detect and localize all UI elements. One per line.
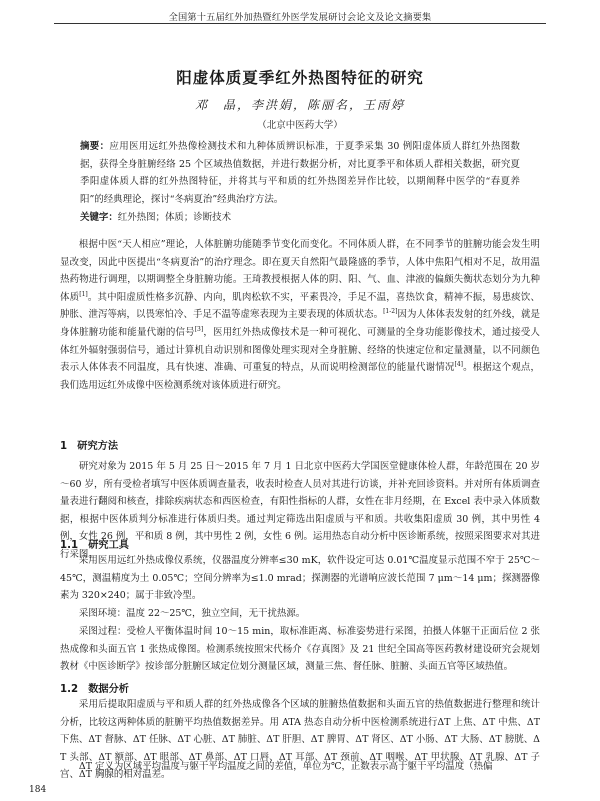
running-header: 全国第十五届红外加热暨红外医学发展研讨会论文及论文摘要集 (168, 12, 432, 23)
citation-ref: [3] (194, 325, 204, 333)
keywords-label: 关键字： (80, 212, 118, 223)
section-heading: 1 研究方法 (60, 441, 119, 452)
introduction-paragraph (60, 236, 540, 394)
intro-text: 。根据这个观点，我们选用远红外成像中医检测系统对该体质进行研究。 (60, 362, 540, 391)
intro-text: 。其中阳虚质性格多沉静、内向，肌肉松软不实，平素畏冷，手足不温，喜热饮食，精神不振，易患痰饮、肿胀、泄泻等病，以畏寒怕冷、手足不温等虚寒表现为主要表现的体质状态。 (60, 291, 540, 321)
citation-ref: [1-2] (383, 308, 398, 316)
body-paragraph: 采图过程：受检人平衡体温时间 10～15 min，取标准距离、标准姿势进行采图，拍摄人体躯干正面后位 2 张热成像和头面五官 1 张热成像图。检测系统按照宋代杨介《存真图》及 21 世纪全国高等医药教材建设研究会规划教材《中医诊断学》按诊部分脏腑区域定位划分测量区域，测量三焦、督任脉、脏腑、头面五官等区域热值。 (60, 626, 540, 673)
intro-text: ，医用红外热成像技术是一种可视化、可测量的全身功能影像技术，通过接受人体红外辐射强弱信号，通过计算机自动识别和图像处理实现对全身脏腑、经络的快速定位和定量测量，以不同颜色表示人体体表不同温度，具有快速、准确、可重复的特点，从而说明检测部位的能量代谢情况 (60, 326, 540, 374)
body-paragraph: ΔT 定义为区域平均温度与躯干平均温度之间的差值，单位为℃，正数表示高于躯干平均温度（热偏 (78, 761, 493, 772)
subsection-heading: 1.2 数据分析 (60, 684, 129, 695)
paper-title: 阳虚体质夏季红外热图特征的研究 (176, 69, 424, 87)
keywords (80, 209, 520, 227)
abstract-text: 应用医用远红外热像检测技术和九种体质辨识标准，于夏季采集 30 例阳虚体质人群红外热图数据，获得全身脏腑经络 25 个区域热值数据，并进行数据分析，对比夏季平和体质人群相关数据，研究夏季阳虚体质人群的红外热图特征，并将其与平和质的红外热图差异作比较，以期阐释中医学的“春夏养阳”的经典理论，探讨“冬病夏治”经典治疗方法。 (80, 141, 520, 205)
intro-text: 因为人体体表发射的红外线，就是身体脏腑功能和能量代谢的信号 (60, 309, 540, 338)
citation-ref: [1] (79, 290, 88, 298)
body-paragraph: 采图环境：温度 22～25℃，独立空间，无干扰热源。 (78, 608, 306, 619)
author-list: 邓 晶，李洪娟，陈丽名，王雨婷 (194, 98, 405, 112)
subsection-heading: 1.1 研究工具 (60, 540, 129, 551)
keywords-text: 红外热图；体质；诊断技术 (117, 212, 232, 223)
body-paragraph: 采用后提取阳虚质与平和质人群的红外热成像各个区域的脏腑热值数据和头面五官的热值数据进行整理和统计分析，比较这两种体质的脏腑平均热值数据差异。用 ATA 热态自动分析中医检测系统进行ΔT 上焦、ΔT 中焦、ΔT 下焦、ΔT 督脉、ΔT 任脉、ΔT 心脏、ΔT 肺脏、ΔT 肝胆、ΔT 脾胃、ΔT 肾区、ΔT 小肠、ΔT 大肠、ΔT 膀胱、ΔT 头部、ΔT 额部、ΔT 眼部、ΔT 鼻部、ΔT 口唇、ΔT 耳部、ΔT 颈前、ΔT 咽喉、ΔT 甲状腺、ΔT 乳腺、ΔT 子宫、ΔT 胸腺的相对温差。 (60, 699, 540, 781)
intro-text: 根据中医“天人相应”理论，人体脏腑功能随季节变化而变化。不同体质人群，在不同季节的脏腑功能会发生明显改变，因此中医提出“冬病夏治”的治疗理念。即在夏天自然阳气最隆盛的季节，人体中焦阳气相对不足，故用温热药物进行调理，以期调整全身脏腑功能。王琦教授根据人体的阴、阳、气、血、津液的偏颇失衡状态划分为九种体质 (60, 239, 540, 303)
affiliation: （北京中医药大学） (257, 120, 343, 131)
citation-ref: [4] (454, 361, 463, 369)
body-paragraph: 研究对象为 2015 年 5 月 25 日～2015 年 7 月 1 日北京中医药大学国医堂健康体检人群，年龄范围在 20 岁～60 岁，所有受检者填写中医体质调查量表，收表时检查人员对其进行访谈，并补充回诊资料。并对所有体质调查量表进行翻阅和核查，排除疾病状态和西医检查，有阳性指标的人群，女性在非月经期，在 Excel 表中录入体质数据，根据中医体质判分标准进行体质归类。通过判定筛选出阳虚质与平和质。共收集阳虚质 30 例，其中男性 4 例，女性 26 例，平和质 8 例，其中男性 2 例，女性 6 例。运用热态自动分析中医诊断系统，按照采图要求对其进行采图。 (60, 461, 540, 560)
page-number: 184 (29, 785, 47, 795)
abstract-label: 摘要： (80, 141, 110, 152)
abstract (80, 138, 520, 208)
header-rule (54, 23, 546, 24)
body-paragraph: 采用医用远红外热成像仪系统，仪器温度分辨率≤30 mK，软件设定可达 0.01℃温度显示范围不窄于 25℃～45℃，测温精度为土 0.05℃；空间分辨率为≤1.0 mrad；探测器的光谱响应波长范围 7 μm～14 μm；探测器像素为 320×240；属于非致冷型。 (60, 555, 540, 602)
